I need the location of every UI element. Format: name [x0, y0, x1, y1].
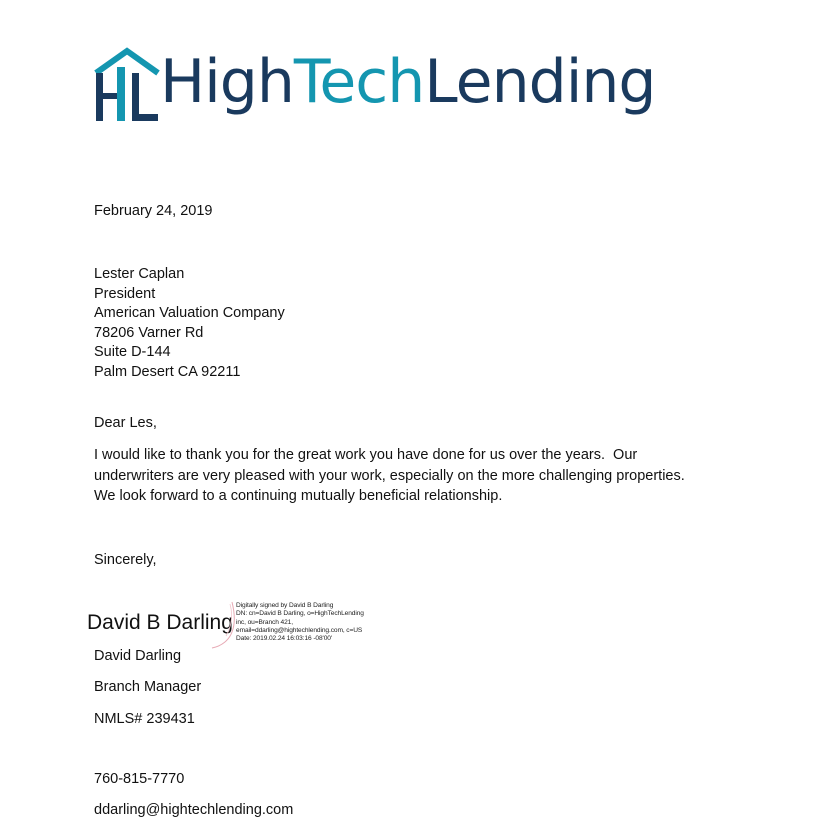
- recipient-city: Palm Desert CA 92211: [94, 363, 241, 380]
- sender-nmls: NMLS# 239431: [94, 711, 195, 727]
- body-line: I would like to thank you for the great work you have done for us over the years. Our: [94, 447, 638, 463]
- wordmark-tech: Tech: [293, 47, 425, 117]
- sender-name: David Darling: [94, 648, 182, 664]
- wordmark-high: High: [160, 47, 294, 117]
- company-wordmark: [160, 42, 655, 122]
- htl-house-monogram-icon: [92, 47, 162, 125]
- signature-detail-line: email=ddarling@hightechlending.com, c=US: [236, 626, 363, 634]
- recipient-name: Lester Caplan: [94, 266, 185, 282]
- wordmark-lending: Lending: [424, 47, 656, 117]
- sender-phone: 760-815-7770: [94, 771, 185, 787]
- letter-body: [94, 446, 685, 508]
- signature-detail-line: inc, ou=Branch 421,: [236, 618, 293, 626]
- body-line: We look forward to a continuing mutually beneficial relationship.: [94, 488, 503, 505]
- salutation: Dear Les,: [94, 415, 157, 431]
- sender-email[interactable]: ddarling@hightechlending.com: [94, 802, 294, 818]
- signature-detail-line: DN: cn=David B Darling, o=HighTechLending: [236, 610, 364, 618]
- body-line: underwriters are very pleased with your work, especially on the more challenging properties.: [94, 467, 685, 484]
- recipient-street: 78206 Varner Rd: [94, 324, 204, 341]
- recipient-address: [94, 265, 285, 383]
- signature-detail-line: Digitally signed by David B Darling: [236, 602, 334, 609]
- digital-signature-name[interactable]: David B Darling: [87, 611, 233, 634]
- letter-date: February 24, 2019: [94, 203, 213, 219]
- recipient-title: President: [94, 285, 156, 302]
- closing: Sincerely,: [94, 552, 157, 568]
- signature-detail-line: Date: 2019.02.24 16:03:16 -08'00': [236, 635, 333, 643]
- recipient-suite: Suite D-144: [94, 344, 171, 361]
- recipient-company: American Valuation Company: [94, 305, 285, 322]
- sender-title: Branch Manager: [94, 679, 202, 695]
- company-logo: [92, 42, 732, 132]
- digital-signature-details[interactable]: [236, 602, 364, 643]
